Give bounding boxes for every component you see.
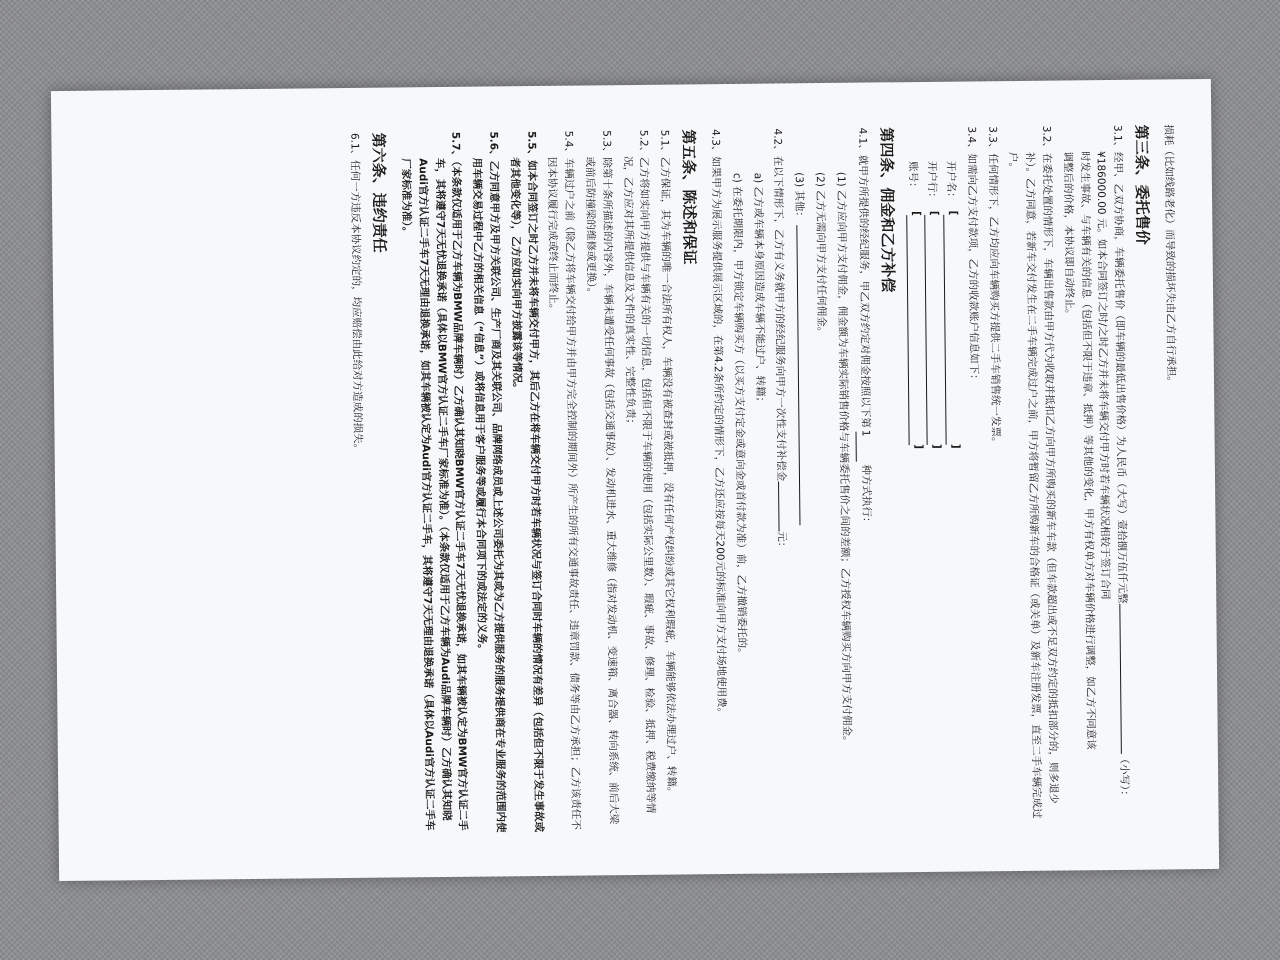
section4-title: 第四条、佣金和乙方补偿 (876, 127, 897, 293)
intro-text: 损耗（比如线路老化）而导致的损坏失由乙方自行承担。 (1162, 124, 1178, 387)
clause-4-1: 4.1、就甲方所提供的经纪服务，甲乙双方约定对佣金按照以下第 1 种方式执行： (855, 127, 873, 528)
contract-page (66, 94, 1204, 866)
clause-5-4: 5.4、车辆过户之前（除乙方将车辆交付给甲方并由甲方完全控制的期间外）所产生的所有交通事故责任、违章罚款、债务等由乙方承担；乙方该责任不因本协议履行完成或终止而终止。 (546, 130, 582, 830)
paper-sheet (51, 79, 1219, 881)
clause-4-2-c: c) 在委托期限内，甲方锁定车辆购买方（以买方支付定金或意向金或首付款为准）前，乙方撤销委托的。 (730, 172, 748, 659)
account-bank-row: 开户行： [ ] (923, 161, 947, 831)
clause-5-5: 5.5、如本合同签订之时乙方并未将车辆交付甲方，其后乙方在将车辆交付甲方时若车辆状况与签订合同时车辆的情况有差异（包括但不限于发生事故或者其他变化等），乙方应如实向甲方披露该等情况。 (508, 131, 545, 833)
clause-6-1: 6.1、任何一方违反本协议约定的，均应赔偿由此给对方造成的损失。 (348, 132, 365, 455)
clause-4-2-a: a) 乙方或车辆本身原因造成车辆不能过户、转籍； (751, 172, 766, 408)
clause-3-3: 3.3、任何情形下，乙方均应向车辆购买方提供二手车销售统一发票。 (985, 126, 1002, 448)
clause-3-1: 3.1、经甲、乙双方协商，车辆委托售价（即车辆的最低出售价格）为人民币（大写）壹拾捌万伍仟元整（小写）： ¥186000.00 元。如本合同签订之时/之时乙方并未将车辆交付甲方时若车辆状况相较于签订合同 时发生事故、与车辆有关的信息（包括但不限于违章、抵押）等其他的变化，甲方有权单方对车辆价格进行调整，如乙方不同意该 调整后的价格，本协议即自动终止。 (1061, 124, 1131, 801)
clause-4-1-1: (1) 乙方应向甲方支付佣金，佣金额为车辆实际销售价格与车辆委托售价之间的差额；乙方授权车辆购买方向甲方支付佣金。 (834, 171, 853, 747)
account-bank-field[interactable] (925, 215, 942, 445)
clause-4-3: 4.3、如果甲方为展示服务提供展示区域的，在第4.2条所约定的情形下，乙方还应按每天200元的标准向甲方支付场地使用费。 (709, 129, 728, 719)
clause-5-6: 5.6、乙方同意甲方及甲方关联公司、生产厂商及其关联公司、品牌网络成员或上述公司委托为其或为乙方提供服务的服务提供商在专业服务的范围内使用车辆交易过程中乙方的相关信息（“信息”）或将信息用于客户服务等或履行本合同项下的或法定的义务。 (470, 131, 507, 833)
clause-4-2: 4.2、在以下情形下，乙方有义务就甲方的经纪服务向甲方一次性支付补偿金元： (771, 128, 789, 553)
clause-5-2: 5.2、乙方将如实向甲方提供与车辆有关的一切信息，包括但不限于车辆的使用（包括实际公里数）、瑕疵、事故、修理、检验、抵押、税费缴纳等情况，乙方应对其所提供信息及文件的真实性、完整性负责； (621, 129, 657, 814)
section6-title: 第六条、违约责任 (369, 132, 389, 253)
clause-4-1-2: (2) 乙方无需向甲方支付任何佣金。 (813, 171, 828, 338)
clause-3-2: 3.2、在委托处置的情形下，车辆出售款由甲方代为收取并抵扣乙方向甲方所购买的新车车款（但车款超出或不足双方约定的抵扣部分的，则多退少补）。乙方同意，若新车交付发生在二手车辆完成过户之前，甲方将暂留乙方所购新车的合格证（或关单）及新车注册发票，直至二手车辆完成过户。 (1007, 125, 1060, 819)
clause-3-4: 3.4、如需向乙方支付款项，乙方的收款账户信息如下： (965, 126, 980, 385)
account-number-field[interactable] (906, 215, 923, 445)
clause-4-1-3: (3) 其他： (790, 128, 814, 832)
clause-5-3: 5.3、除第十条所描述的内容外，车辆未遭受任何事故（包括交通事故）、发动机进水、重大维修（指对发动机、变速箱、离合器、转向系统、前后大梁或前后防撞梁的维修或更换）。 (583, 130, 620, 825)
account-number-row: 账号： [ ] (904, 161, 928, 831)
clause-5-7: 5.7、（本条款仅适用于乙方车辆为BMW品牌车辆时）乙方确认其知晓BMW官方认证二手车7天无忧退换承诺，如其车辆被认定为BMW官方认证二手车，其将遵守7天无忧退换承诺（具体以BMW官方认证二手车厂家标准为准）。（本条款仅适用于乙方车辆为Audi品牌车辆时）乙方确认其知晓Audi官方认证二手车7天无理由退换承诺，如其车辆被认定为Audi官方认证二手车，其将遵守7天无理由退换承诺（具体以Audi官方认证二手车厂家标准为准）。 (399, 131, 470, 831)
account-name-field[interactable] (943, 215, 960, 445)
account-name-row: 开户名： [ ] (942, 161, 966, 831)
section5-title: 第五条、陈述和保证 (679, 129, 700, 265)
clause-5-1: 5.1、乙方保证，其为车辆的唯一合法所有权人，车辆没有被查封或被抵押，没有任何产权纠纷或其它权利瑕疵，车辆能够依法办理过户、转籍。 (658, 129, 678, 798)
section3-title: 第三条、委托售价 (1132, 124, 1152, 245)
commission-option-value: 1 (855, 431, 873, 461)
